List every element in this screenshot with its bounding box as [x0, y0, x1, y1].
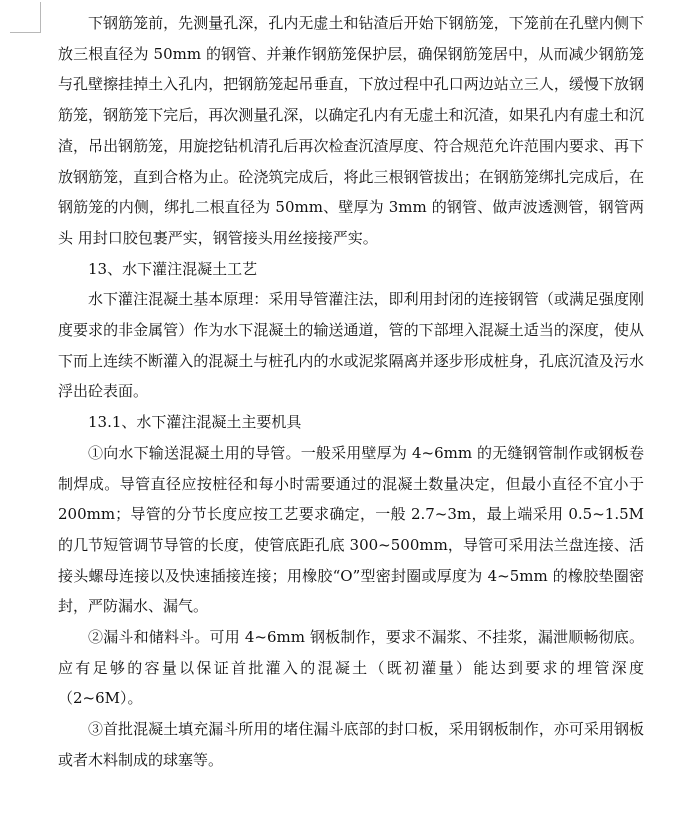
- paragraph-item-1-conduit: ①向水下输送混凝土用的导管。一般采用壁厚为 4~6mm 的无缝钢管制作或钢板卷制焊成。导管直径应按桩径和每小时需要通过的混凝土数量决定，但最小直径不宜小于 200mm；导管的分节长度应按工艺要求确定，一般 2.7~3m，最上端采用 0.5~1.5M 的几节短管调节导管的长度，使管底距孔底 300~500mm，导管可采用法兰盘连接、活接头螺母连接以及快速插接连接；用橡胶“O”型密封圈或厚度为 4~5mm 的橡胶垫圈密封，严防漏水、漏气。: [58, 443, 644, 616]
- paragraph-principle: 水下灌注混凝土基本原理：采用导管灌注法，即利用封闭的连接钢管（或满足强度刚度要求的非金属管）作为水下混凝土的输送通道，管的下部埋入混凝土适当的深度，使从下而上连续不断灌入的混凝土与桩孔内的水或泥浆隔离并逐步形成桩身，孔底沉渣及污水浮出砼表面。: [58, 290, 644, 401]
- paragraph-item-2-hopper: ②漏斗和储料斗。可用 4~6mm 钢板制作，要求不漏浆、不挂浆，漏泄顺畅彻底。应有足够的容量以保证首批灌入的混凝土（既初灌量）能达到要求的埋管深度（2~6M）。: [58, 628, 644, 708]
- paragraph-rebar-cage: 下钢筋笼前，先测量孔深，孔内无虚土和钻渣后开始下钢筋笼，下笼前在孔壁内侧下放三根直径为 50mm 的钢管、并兼作钢筋笼保护层，确保钢筋笼居中，从而减少钢筋笼与孔壁擦挂掉土入孔内，把钢筋笼起吊垂直，下放过程中孔口两边站立三人，缓慢下放钢筋笼，钢筋笼下完后，再次测量孔深，以确定孔内有无虚土和沉渣，如果孔内有虚土和沉渣，吊出钢筋笼，用旋挖钻机清孔后再次检查沉渣厚度、符合规范允许范围内要求、再下放钢筋笼，直到合格为止。砼浇筑完成后，将此三根钢管拔出；在钢筋笼绑扎完成后，在钢筋笼的内侧，绑扎二根直径为 50mm、壁厚为 3mm 的钢管、做声波透测管，钢管两头 用封口胶包裹严实，钢管接头用丝接接严实。: [58, 14, 644, 247]
- section-heading-13-1: 13.1、水下灌注混凝土主要机具: [88, 413, 302, 432]
- margin-corner-mark: [10, 2, 41, 33]
- paragraph-item-3-plug: ③首批混凝土填充漏斗所用的堵住漏斗底部的封口板，采用钢板制作，亦可采用钢板或者木料制成的球塞等。: [58, 720, 644, 769]
- section-heading-13: 13、水下灌注混凝土工艺: [88, 259, 258, 278]
- document-body: [58, 8, 644, 776]
